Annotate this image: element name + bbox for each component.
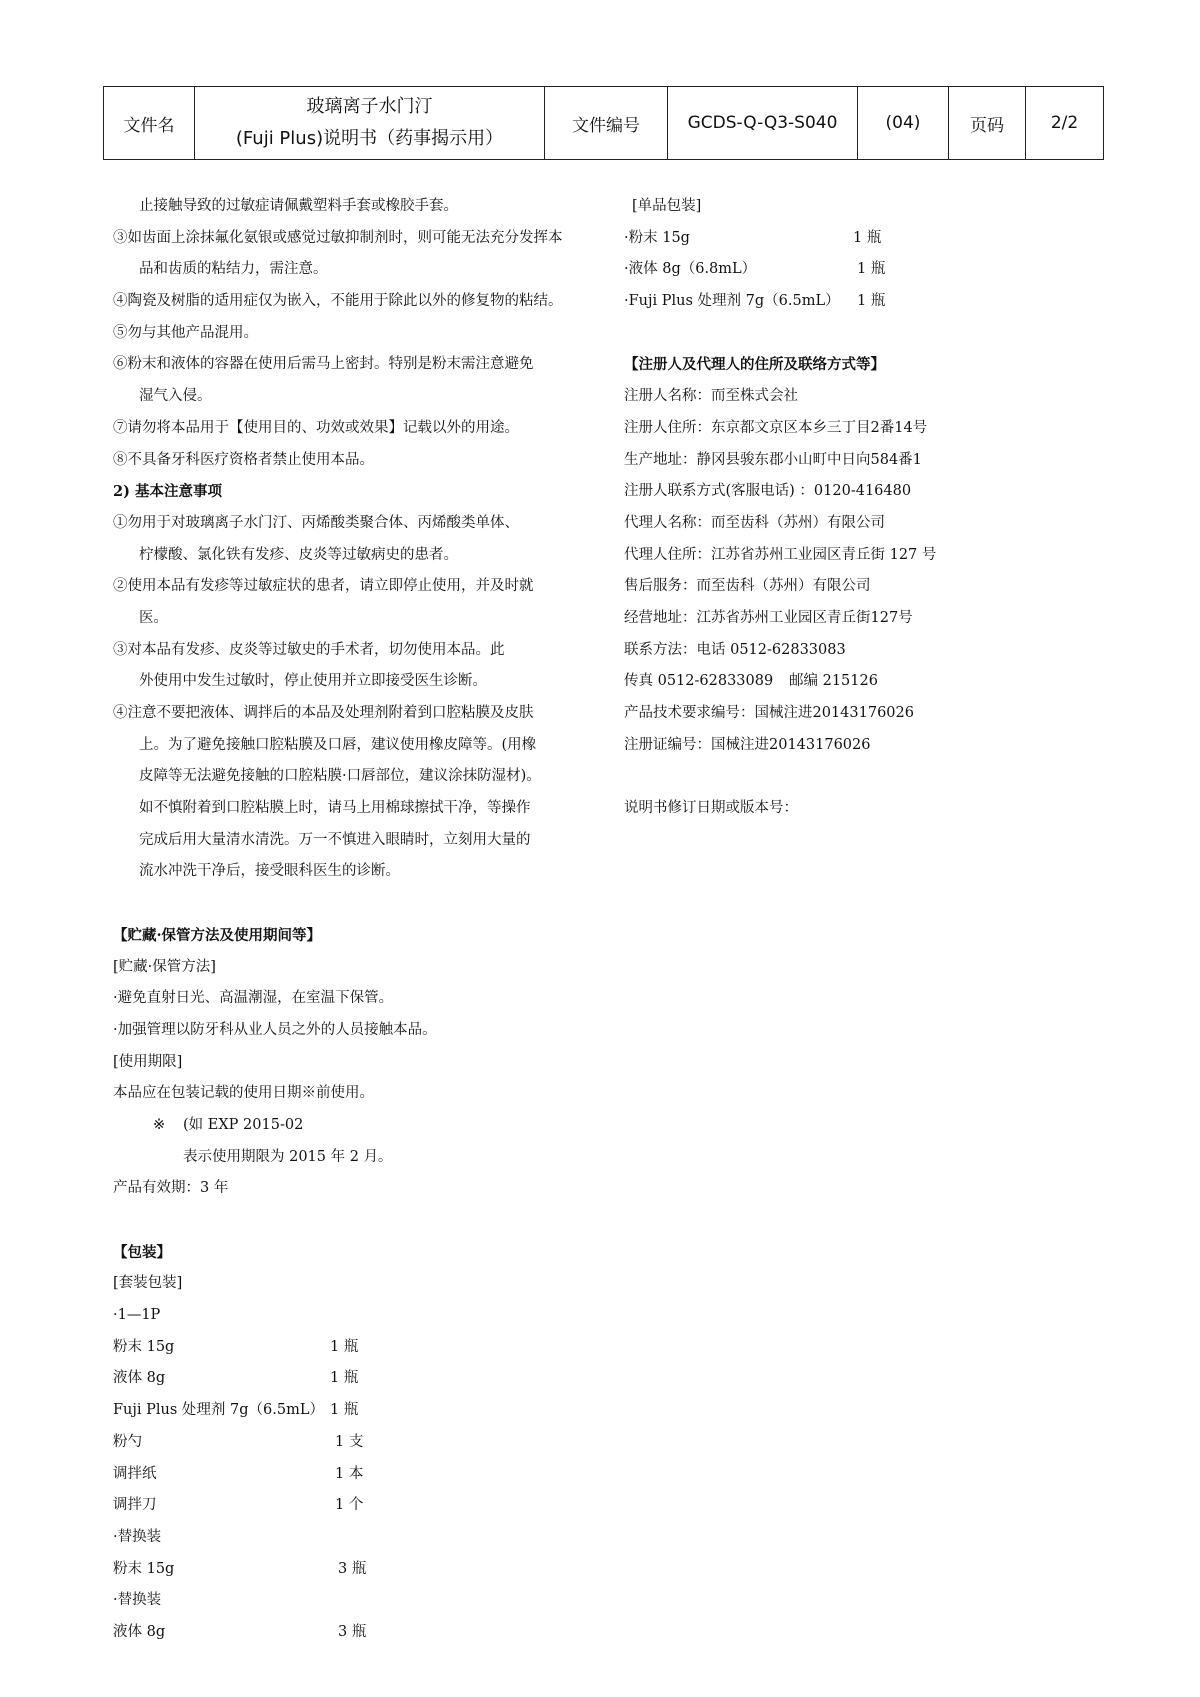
registrant-line: 售后服务：而至齿科（苏州）有限公司: [624, 578, 871, 595]
precaution-line: 品和齿质的粘结力，需注意。: [139, 261, 328, 278]
refill-label: ·替换装: [113, 1528, 162, 1545]
package-item-qty: 1 支: [335, 1433, 364, 1450]
package-item-name: 调拌刀: [113, 1497, 157, 1514]
postcode-text: 邮编 215126: [789, 673, 878, 690]
single-item-row: [624, 286, 1104, 318]
file-name-line2: (Fuji Plus)说明书（药事揭示用）: [235, 128, 504, 149]
storage-item: ·避免直射日光、高温潮湿，在室温下保管。: [113, 990, 394, 1007]
precaution-line: ④陶瓷及树脂的适用症仅为嵌入，不能用于除此以外的修复物的粘结。: [113, 293, 563, 310]
doc-number-label: 文件编号: [545, 87, 668, 160]
page-number: 2/2: [1026, 87, 1104, 160]
period-subheading: [使用期限]: [113, 1053, 183, 1070]
package-item-qty: 1 个: [335, 1497, 364, 1514]
basic-precaution-line: ②使用本品有发疹等过敏症状的患者，请立即停止使用，并及时就: [113, 578, 534, 595]
package-item-qty: 3 瓶: [338, 1560, 367, 1577]
file-name-label: 文件名: [104, 87, 195, 160]
precaution-line: ⑥粉末和液体的容器在使用后需马上密封。特别是粉末需注意避免: [113, 356, 534, 373]
right-column: [624, 191, 1104, 825]
package-item-name: 粉末 15g: [113, 1338, 175, 1355]
file-name-line1: 玻璃离子水门汀: [306, 96, 433, 117]
storage-heading: 【贮藏·保管方法及使用期间等】: [113, 926, 322, 944]
basic-precaution-line: ④注意不要把液体、调拌后的本品及处理剂附着到口腔粘膜及皮肤: [113, 705, 534, 721]
single-subheading: [单品包装]: [632, 198, 702, 214]
package-item-name: 粉末 15g: [113, 1560, 175, 1577]
package-item-name: 液体 8g: [113, 1623, 166, 1640]
registrant-line: 经营地址：江苏省苏州工业园区青丘街127号: [624, 609, 913, 626]
basic-precaution-line: 完成后用大量清水清洗。万一不慎进入眼睛时，立刻用大量的: [139, 831, 531, 848]
package-item-row: [113, 1363, 583, 1395]
fax-postcode-row: [624, 666, 1104, 698]
note-mark: ※: [153, 1116, 166, 1133]
basic-precaution-line: 医。: [139, 609, 168, 626]
file-name-value: [195, 87, 545, 160]
basic-precaution-line: 外使用中发生过敏时，停止使用并立即接受医生诊断。: [139, 673, 487, 690]
registrant-line: 联系方法：电话 0512-62833083: [624, 641, 846, 658]
refill-label: ·替换装: [113, 1592, 162, 1609]
left-column: [113, 191, 583, 1649]
precaution-line: 湿气入侵。: [139, 388, 212, 405]
precaution-line: ⑧不具备牙科医疗资格者禁止使用本品。: [113, 451, 374, 468]
package-item-row: [113, 1395, 583, 1427]
single-item-qty: 1 瓶: [857, 293, 886, 310]
precaution-line: ⑤勿与其他产品混用。: [113, 324, 258, 341]
package-item-row: [113, 1617, 583, 1649]
storage-subheading: [贮藏·保管方法]: [113, 958, 216, 975]
package-item-qty: 1 瓶: [330, 1338, 359, 1355]
basic-precaution-line: 皮障等无法避免接触的口腔粘膜·口唇部位，建议涂抹防湿材)。: [139, 768, 541, 785]
basic-precaution-line: 柠檬酸、氯化铁有发疹、皮炎等过敏病史的患者。: [139, 546, 458, 563]
package-item-qty: 3 瓶: [338, 1623, 367, 1640]
precaution-line: 止接触导致的过敏症请佩戴塑料手套或橡胶手套。: [139, 198, 458, 214]
package-item-name: 粉勺: [113, 1433, 142, 1450]
single-item-row: [624, 223, 1104, 255]
single-item-name: ·Fuji Plus 处理剂 7g（6.5mL）: [624, 293, 840, 310]
package-item-name: Fuji Plus 处理剂 7g（6.5mL）: [113, 1402, 324, 1419]
note-text-2: 表示使用期限为 2015 年 2 月。: [183, 1148, 393, 1165]
validity-text: 产品有效期：3 年: [113, 1180, 229, 1197]
precaution-line: ⑦请勿将本品用于【使用目的、功效或效果】记载以外的用途。: [113, 419, 519, 436]
package-item-row: [113, 1554, 583, 1586]
basic-precautions-heading: 2) 基本注意事项: [113, 483, 222, 501]
package-item-row: [113, 1490, 583, 1522]
set-subheading: [套装包装]: [113, 1275, 183, 1292]
version-value: (04): [858, 87, 949, 160]
single-item-qty: 1 瓶: [853, 229, 882, 246]
single-item-name: ·液体 8g（6.8mL）: [624, 261, 757, 278]
set-model: ·1—1P: [113, 1307, 161, 1324]
tech-requirement-number: 产品技术要求编号：国械注进20143176026: [624, 705, 914, 721]
single-item-name: ·粉末 15g: [624, 229, 690, 246]
single-item-qty: 1 瓶: [857, 261, 886, 278]
registrant-line: 注册人联系方式(客服电话) ：0120-416480: [624, 483, 912, 500]
storage-item: ·加强管理以防牙科从业人员之外的人员接触本品。: [113, 1021, 437, 1038]
registrant-heading: 【注册人及代理人的住所及联络方式等】: [624, 356, 885, 374]
revision-date-label: 说明书修订日期或版本号：: [624, 800, 798, 817]
package-item-name: 液体 8g: [113, 1370, 166, 1387]
registrant-line: 注册人名称：而至株式会社: [624, 388, 798, 405]
package-item-row: [113, 1427, 583, 1459]
basic-precaution-line: 上。为了避免接触口腔粘膜及口唇，建议使用橡皮障等。(用橡: [139, 736, 537, 753]
basic-precaution-line: ①勿用于对玻璃离子水门汀、丙烯酸类聚合体、丙烯酸类单体、: [113, 514, 519, 531]
note-line: [113, 1110, 583, 1142]
basic-precaution-line: 流水冲洗干净后，接受眼科医生的诊断。: [139, 863, 400, 880]
package-item-qty: 1 瓶: [330, 1370, 359, 1387]
registration-certificate-number: 注册证编号：国械注进20143176026: [624, 736, 871, 753]
package-item-name: 调拌纸: [113, 1465, 157, 1482]
package-item-row: [113, 1459, 583, 1491]
registrant-line: 生产地址：静冈县骏东郡小山町中日向584番1: [624, 451, 922, 468]
package-heading: 【包装】: [113, 1243, 171, 1261]
package-item-qty: 1 瓶: [330, 1402, 359, 1419]
basic-precaution-line: ③对本品有发疹、皮炎等过敏史的手术者，切勿使用本品。此: [113, 641, 505, 658]
basic-precaution-line: 如不慎附着到口腔粘膜上时，请马上用棉球擦拭干净，等操作: [139, 800, 531, 817]
period-text: 本品应在包装记载的使用日期※前使用。: [113, 1085, 374, 1102]
registrant-line: 代理人住所：江苏省苏州工业园区青丘街 127 号: [624, 546, 937, 563]
registrant-line: 代理人名称：而至齿科（苏州）有限公司: [624, 514, 885, 531]
precaution-line: ③如齿面上涂抹氟化氨银或感觉过敏抑制剂时，则可能无法充分发挥本: [113, 229, 563, 246]
doc-number-value: GCDS-Q-Q3-S040: [668, 87, 858, 160]
package-item-row: [113, 1332, 583, 1364]
page-label: 页码: [949, 87, 1026, 160]
package-item-qty: 1 本: [335, 1465, 364, 1482]
single-item-row: [624, 254, 1104, 286]
document-header-table: [103, 86, 1104, 160]
fax-text: 传真 0512-62833089: [624, 673, 774, 690]
registrant-line: 注册人住所：东京都文京区本乡三丁目2番14号: [624, 419, 928, 436]
note-text: (如 EXP 2015-02: [183, 1116, 304, 1133]
